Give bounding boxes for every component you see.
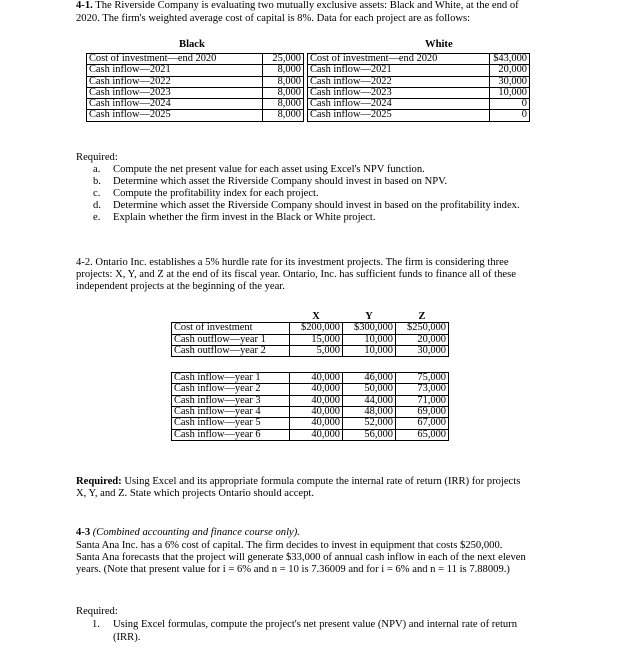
p42-intro-line3: independent projects at the beginning of the year. — [76, 281, 285, 292]
p41-number: 4-1. — [76, 0, 93, 11]
black-white-table — [86, 53, 530, 122]
row-label: Cash outflow—year 1 — [172, 334, 290, 345]
table-row — [172, 418, 449, 429]
p43-line2: Santa Ana forecasts that the project will generate $33,000 of annual cash inflow in each of the next eleven — [76, 552, 526, 563]
p43-line1: Santa Ana Inc. has a 6% cost of capital. The firm decides to invest in equipment that costs $250,000. — [76, 540, 503, 551]
white-label: Cash inflow—2023 — [308, 87, 490, 98]
black-label: Cash inflow—2025 — [87, 110, 263, 121]
cell-y: 50,000 — [343, 384, 396, 395]
p43-item-marker: 1. — [92, 619, 100, 630]
cell-y: $300,000 — [343, 323, 396, 334]
black-label: Cash inflow—2023 — [87, 87, 263, 98]
white-value: 30,000 — [490, 76, 530, 87]
required-item-text: Determine which asset the Riverside Company should invest in based on the profitability index. — [113, 200, 520, 211]
header-blank — [172, 312, 290, 323]
row-label: Cash inflow—year 6 — [172, 429, 290, 440]
table-row — [172, 345, 449, 356]
p43-item-line1: Using Excel formulas, compute the project's net present value (NPV) and internal rate of return — [113, 619, 518, 630]
table-row — [172, 323, 449, 334]
p42-required-line1: Required: Using Excel and its appropriate formula compute the internal rate of return (IRR) for projects — [76, 476, 521, 487]
cell-y: 46,000 — [343, 373, 396, 384]
white-value: 0 — [490, 99, 530, 110]
required-item-marker: a. — [93, 164, 101, 175]
spacer-row — [172, 357, 449, 373]
cell-z: 65,000 — [396, 429, 449, 440]
column-header: X — [312, 311, 320, 322]
cell-z: 67,000 — [396, 418, 449, 429]
white-header: White — [425, 39, 453, 50]
table-row — [172, 407, 449, 418]
required-item-text: Determine which asset the Riverside Company should invest in based on NPV. — [113, 176, 448, 187]
black-value: 8,000 — [263, 65, 304, 76]
table-row — [172, 384, 449, 395]
row-label: Cash outflow—year 2 — [172, 345, 290, 356]
cell-z: 30,000 — [396, 345, 449, 356]
cell-x: 40,000 — [290, 373, 343, 384]
row-label: Cash inflow—year 5 — [172, 418, 290, 429]
p43-required-label: Required: — [76, 606, 118, 617]
table-row — [87, 99, 530, 110]
required-item-marker: c. — [93, 188, 101, 199]
required-item-marker: d. — [93, 200, 101, 211]
cell-x: $200,000 — [290, 323, 343, 334]
required-item-text: Compute the profitability index for each project. — [113, 188, 319, 199]
table-row — [172, 395, 449, 406]
table-row — [87, 87, 530, 98]
table-row — [87, 54, 530, 65]
table-row — [87, 65, 530, 76]
p43-heading: 4-3 (Combined accounting and finance course only). — [76, 527, 300, 538]
cell-y: 10,000 — [343, 334, 396, 345]
black-label: Cash inflow—2022 — [87, 76, 263, 87]
spacer — [172, 357, 449, 373]
required-item-marker: b. — [93, 176, 101, 187]
cell-z: 75,000 — [396, 373, 449, 384]
black-label: Cash inflow—2024 — [87, 99, 263, 110]
black-label: Cost of investment—end 2020 — [87, 54, 263, 65]
black-value: 8,000 — [263, 87, 304, 98]
black-value: 25,000 — [263, 54, 304, 65]
p42-intro-line2: projects: X, Y, and Z at the end of its fiscal year. Ontario, Inc. has sufficient funds to finance all of these — [76, 269, 516, 280]
cell-y: 44,000 — [343, 395, 396, 406]
cell-z: $250,000 — [396, 323, 449, 334]
white-label: Cash inflow—2024 — [308, 99, 490, 110]
white-value: 0 — [490, 110, 530, 121]
p42-intro-line1: 4-2. Ontario Inc. establishes a 5% hurdle rate for its investment projects. The firm is considering three — [76, 257, 509, 268]
cell-y: 56,000 — [343, 429, 396, 440]
row-label: Cash inflow—year 3 — [172, 395, 290, 406]
row-label: Cost of investment — [172, 323, 290, 334]
cell-y: 48,000 — [343, 407, 396, 418]
white-value: 20,000 — [490, 65, 530, 76]
table-row — [172, 334, 449, 345]
required-item-text: Compute the net present value for each asset using Excel's NPV function. — [113, 164, 425, 175]
black-value: 8,000 — [263, 110, 304, 121]
cell-y: 52,000 — [343, 418, 396, 429]
required-item-text: Explain whether the firm invest in the Black or White project. — [113, 212, 376, 223]
projects-xyz-table — [171, 312, 449, 441]
p41-required-label: Required: — [76, 152, 118, 163]
p41-intro-line2: 2020. The firm's weighted average cost of capital is 8%. Data for each project are as follows: — [76, 13, 471, 24]
cell-x: 40,000 — [290, 429, 343, 440]
cell-x: 15,000 — [290, 334, 343, 345]
table-row — [172, 429, 449, 440]
cell-z: 20,000 — [396, 334, 449, 345]
column-header: Y — [365, 311, 373, 322]
p43-item-line2: (IRR). — [113, 632, 141, 643]
white-label: Cash inflow—2025 — [308, 110, 490, 121]
column-header: Z — [418, 311, 426, 322]
p43-line3: years. (Note that present value for i = 6% and n = 10 is 7.36009 and for i = 6% and n = 11 is 7.88009.) — [76, 564, 510, 575]
white-label: Cost of investment—end 2020 — [308, 54, 490, 65]
black-value: 8,000 — [263, 76, 304, 87]
cell-x: 40,000 — [290, 418, 343, 429]
black-header: Black — [179, 39, 205, 50]
white-label: Cash inflow—2021 — [308, 65, 490, 76]
row-label: Cash inflow—year 2 — [172, 384, 290, 395]
table-row — [172, 373, 449, 384]
required-item-marker: e. — [93, 212, 101, 223]
white-value: 10,000 — [490, 87, 530, 98]
white-label: Cash inflow—2022 — [308, 76, 490, 87]
cell-x: 40,000 — [290, 395, 343, 406]
p41-intro-line1: 4-1. The Riverside Company is evaluating two mutually exclusive assets: Black and White, at the end of — [76, 0, 519, 11]
table-header-row — [172, 312, 449, 323]
table-row — [87, 76, 530, 87]
black-value: 8,000 — [263, 99, 304, 110]
table-row — [87, 110, 530, 121]
black-label: Cash inflow—2021 — [87, 65, 263, 76]
cell-z: 71,000 — [396, 395, 449, 406]
cell-x: 40,000 — [290, 384, 343, 395]
p42-required-line2: X, Y, and Z. State which projects Ontario should accept. — [76, 488, 315, 499]
cell-x: 5,000 — [290, 345, 343, 356]
cell-y: 10,000 — [343, 345, 396, 356]
white-value: $43,000 — [490, 54, 530, 65]
row-label: Cash inflow—year 1 — [172, 373, 290, 384]
cell-x: 40,000 — [290, 407, 343, 418]
row-label: Cash inflow—year 4 — [172, 407, 290, 418]
cell-z: 73,000 — [396, 384, 449, 395]
cell-z: 69,000 — [396, 407, 449, 418]
